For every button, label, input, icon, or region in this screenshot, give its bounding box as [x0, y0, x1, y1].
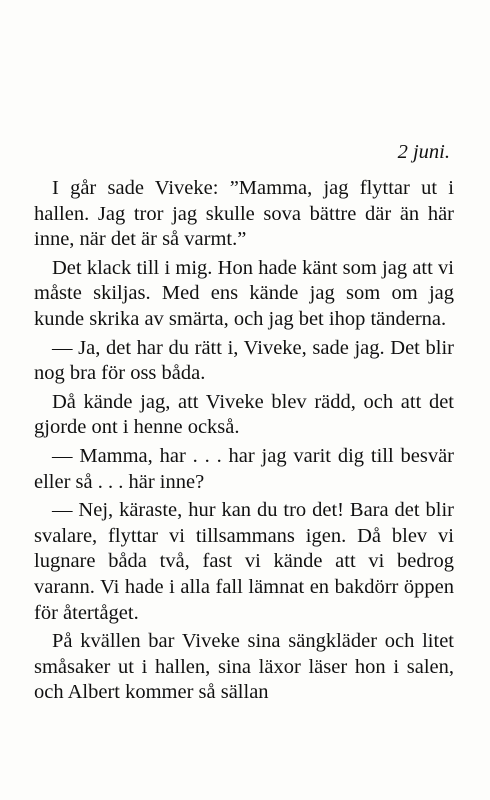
paragraph: På kvällen bar Viveke sina sängkläder och litet småsaker ut i hallen, sina läxor läser hon i salen, och Albert kommer så sällan: [34, 630, 454, 704]
paragraph: I går sade Viveke: ”Mamma, jag flyttar ut i hallen. Jag tror jag skulle sova bättre där än här inne, när det är så varmt.”: [34, 177, 454, 251]
date-heading: 2 juni.: [397, 141, 450, 163]
paragraph: — Nej, käraste, hur kan du tro det! Bara det blir svalare, flyttar vi tillsammans igen. Då blev vi lugnare båda två, fast vi kände att vi bedrog varann. Vi hade i alla fall lämnat en bakdörr öppen för återtåget.: [34, 499, 454, 624]
paragraph: Det klack till i mig. Hon hade känt som jag att vi måste skiljas. Med ens kände jag som om jag kunde skrika av smärta, och jag bet ihop tänderna.: [34, 256, 454, 330]
page-text: [34, 140, 454, 709]
paragraph: — Ja, det har du rätt i, Viveke, sade jag. Det blir nog bra för oss båda.: [34, 336, 454, 385]
paragraph: Då kände jag, att Viveke blev rädd, och att det gjorde ont i henne också.: [34, 390, 454, 439]
paragraph: — Mamma, har . . . har jag varit dig till besvär eller så . . . här inne?: [34, 444, 454, 493]
